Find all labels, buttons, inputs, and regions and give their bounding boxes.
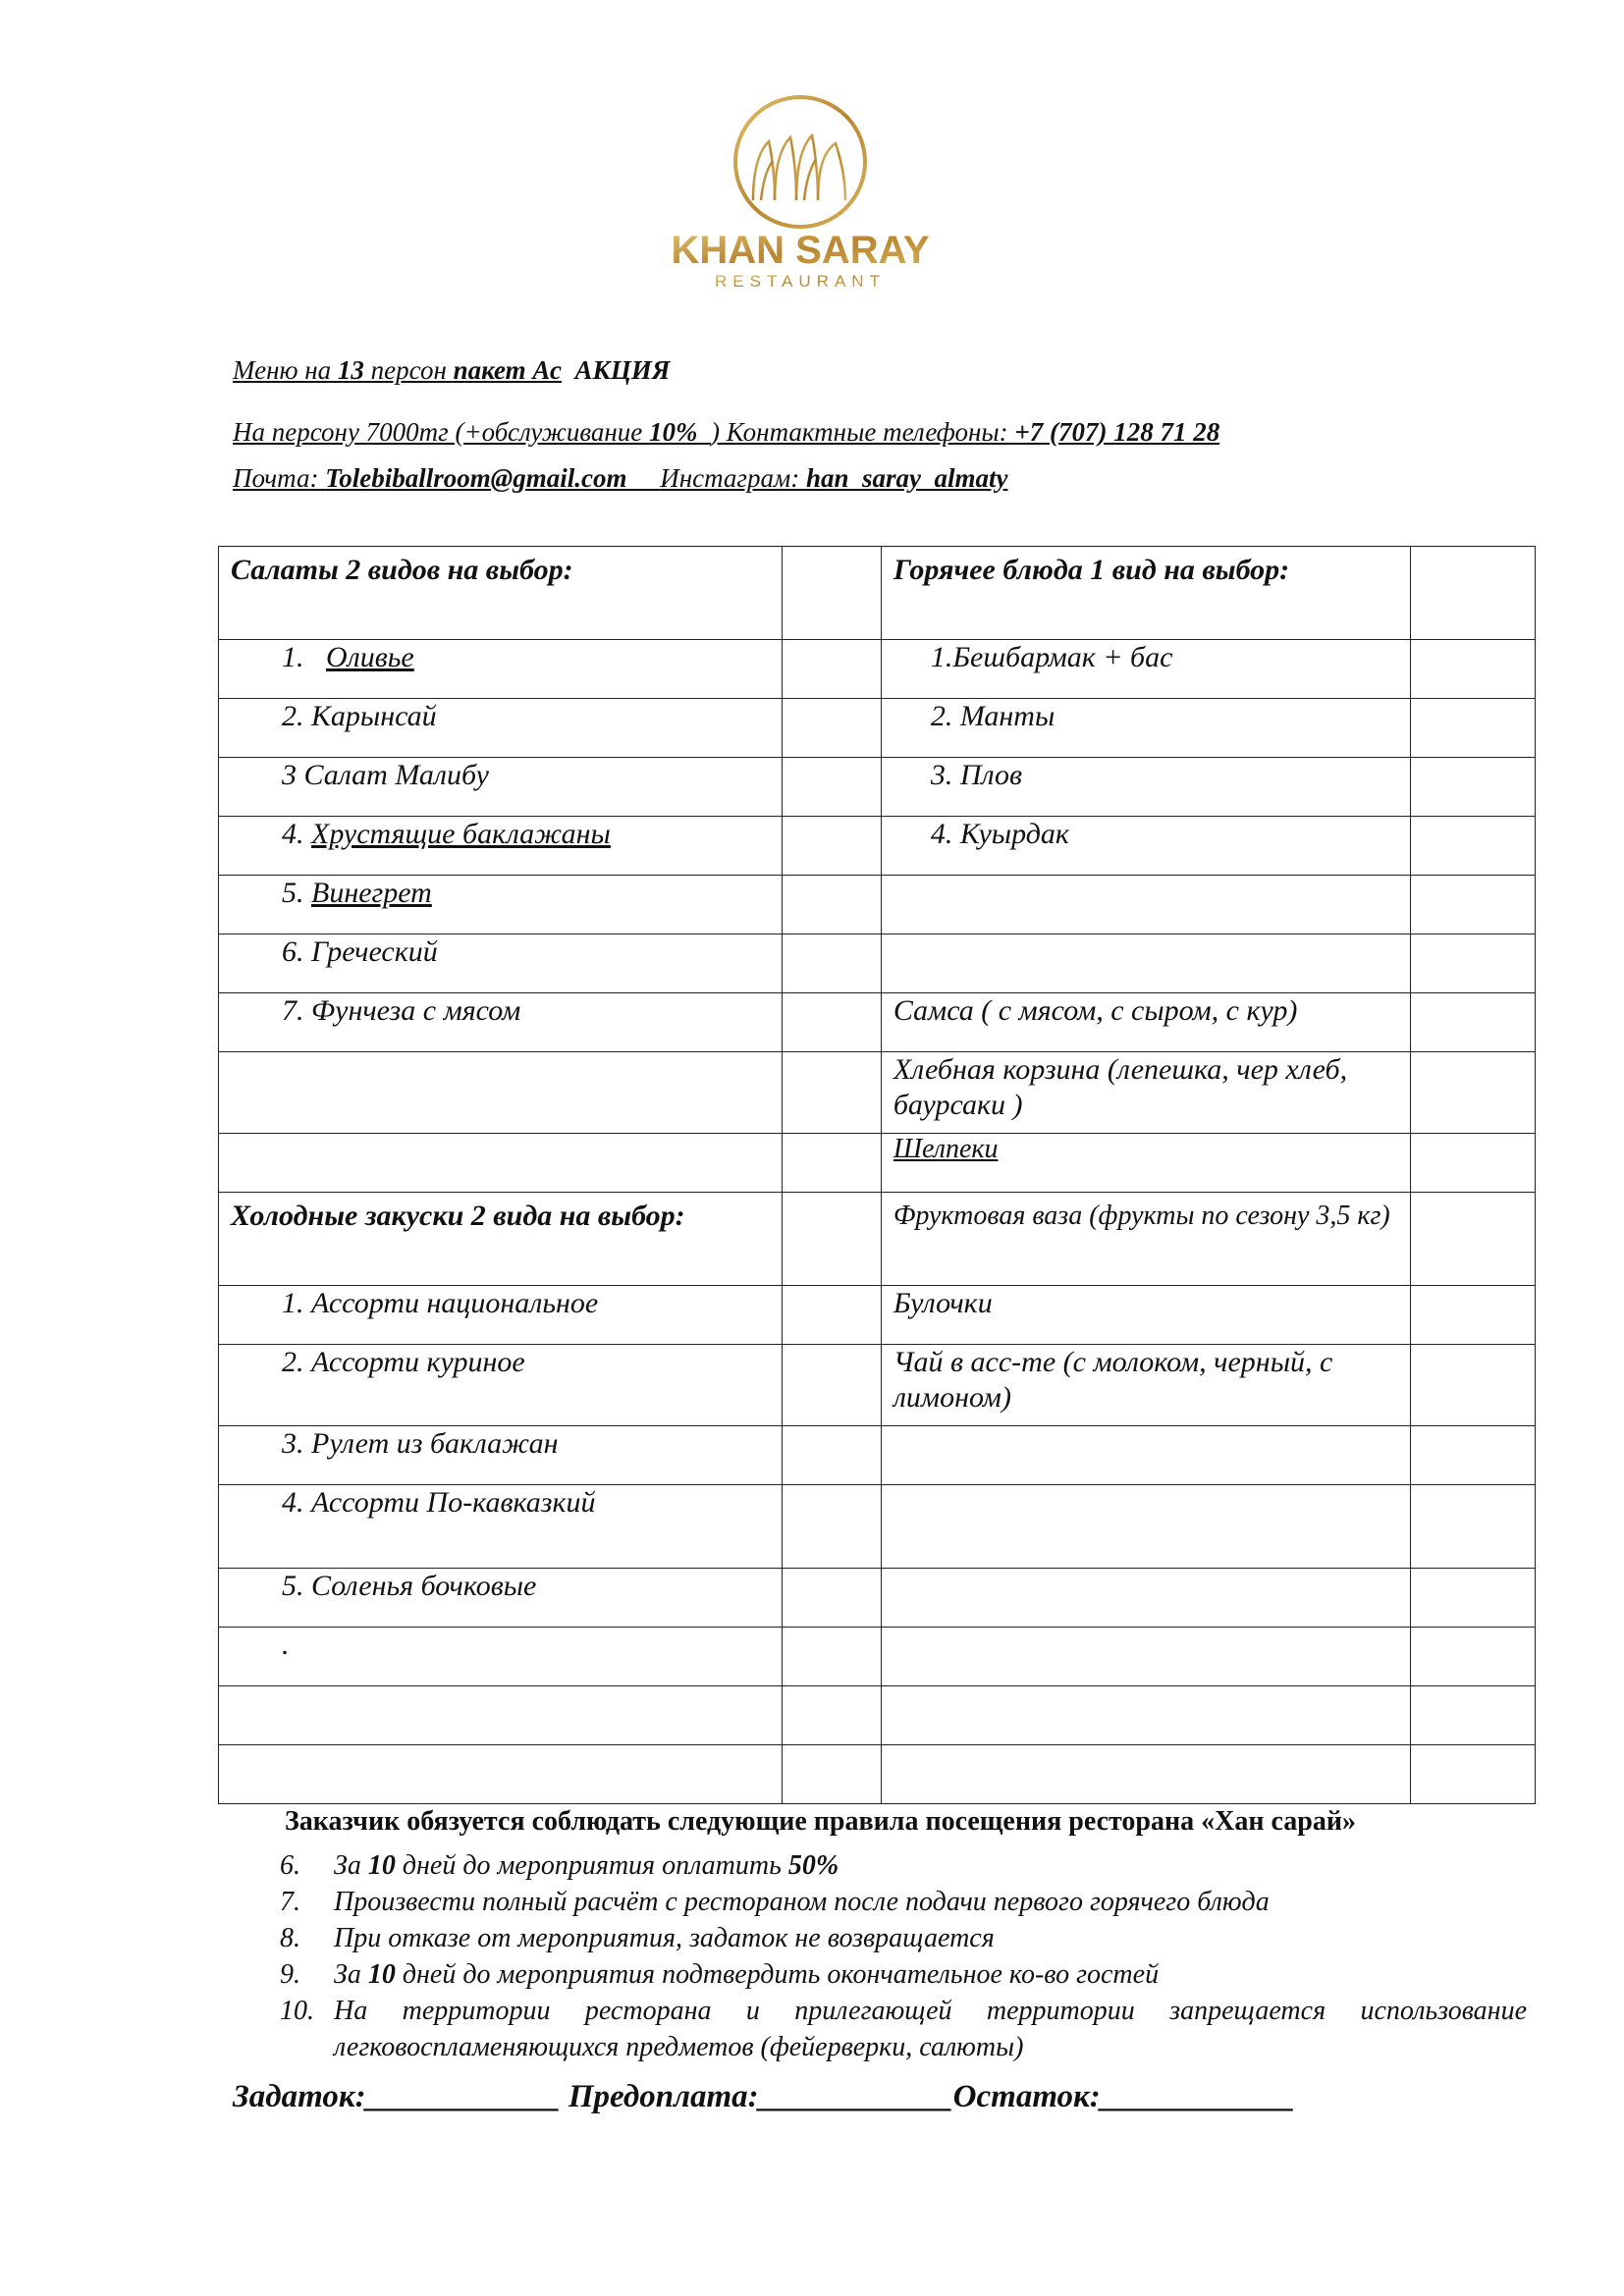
cold-snack-item: 5. Соленья бочковые: [219, 1569, 783, 1628]
payment-footer: [233, 2079, 1295, 2115]
salad-item: [219, 817, 783, 876]
salad-item: [219, 640, 783, 699]
table-row: [219, 1745, 1536, 1804]
empty-cell: [783, 934, 881, 993]
rule-item: [280, 1847, 1527, 1884]
hot-item: 2. Манты: [881, 699, 1410, 758]
hot-dishes-heading: Горячее блюда 1 вид на выбор:: [881, 547, 1410, 640]
khan-saray-logo: [643, 90, 957, 301]
empty-cell: [783, 640, 881, 699]
rule-text: На территории ресторана и прилегающей территории запрещается использование: [334, 1996, 1527, 2026]
cold-snack-item: 4. Ассорти По-кавказкий: [219, 1485, 783, 1569]
rule-percent: 50%: [787, 1850, 839, 1881]
salad-name: Винегрет: [311, 877, 432, 909]
rule-number: 10.: [280, 1996, 314, 2026]
salad-item: [219, 876, 783, 934]
empty-cell: [1411, 1426, 1536, 1485]
table-row: [219, 1628, 1536, 1686]
empty-cell: [783, 817, 881, 876]
phone-number: +7 (707) 128 71 28: [1014, 417, 1220, 447]
rule-text: При отказе от мероприятия, задаток не возвращается: [334, 1923, 995, 1953]
empty-cell: [1411, 1569, 1536, 1628]
empty-cell: [1411, 1745, 1536, 1804]
table-row: [219, 1052, 1536, 1134]
table-row: [219, 1686, 1536, 1745]
hot-item: 3. Плов: [881, 758, 1410, 817]
rule-number: 6.: [280, 1850, 300, 1881]
prepayment-blank: ____________: [758, 2079, 953, 2114]
table-row: [219, 1134, 1536, 1193]
empty-cell: [1411, 758, 1536, 817]
rule-number: 8.: [280, 1923, 300, 1953]
empty-cell: [1411, 1286, 1536, 1345]
empty-cell: [783, 1628, 881, 1686]
tea-item: Чай в асс-те (с молоком, черный, с лимоном): [881, 1345, 1410, 1426]
empty-cell: [783, 1052, 881, 1134]
rules-list: [280, 1847, 1527, 2065]
empty-cell: [881, 1686, 1410, 1745]
empty-cell: [783, 1286, 881, 1345]
phones-label: ) Контактные телефоны:: [711, 417, 1015, 447]
balance-blank: ____________: [1100, 2079, 1295, 2114]
header-line-contacts: [233, 463, 1007, 494]
persons-label: персон: [363, 355, 454, 385]
empty-cell: [219, 1052, 783, 1134]
empty-cell: [1411, 1134, 1536, 1193]
empty-cell: [1411, 640, 1536, 699]
guests-count: 13: [337, 355, 364, 385]
buns-item: Булочки: [881, 1286, 1410, 1345]
header-line-menu: [233, 355, 670, 386]
balance-label: Остаток:: [952, 2079, 1101, 2114]
empty-cell: [1411, 547, 1536, 640]
rule-text: дней до мероприятия оплатить: [395, 1850, 788, 1881]
instagram-handle: han_saray_almaty: [805, 463, 1008, 493]
table-row: [219, 758, 1536, 817]
menu-table: [218, 546, 1536, 1804]
bread-basket-item: Хлебная корзина (лепешка, чер хлеб, баурсаки ): [881, 1052, 1410, 1134]
empty-cell: [783, 1134, 881, 1193]
empty-cell: [1411, 1193, 1536, 1286]
empty-cell: [1411, 876, 1536, 934]
empty-cell: [881, 1569, 1410, 1628]
email-label: Почта:: [233, 463, 326, 493]
cold-snack-item: 3. Рулет из баклажан: [219, 1426, 783, 1485]
rule-text: Произвести полный расчёт с рестораном после подачи первого горячего блюда: [334, 1887, 1270, 1917]
shelpeki-item: Шелпеки: [881, 1134, 1410, 1193]
rule-text: дней до мероприятия подтвердить окончательное ко-во гостей: [395, 1959, 1160, 1990]
empty-cell: [881, 1485, 1410, 1569]
logo-brand: KHAN SARAY: [671, 229, 930, 272]
empty-cell: [783, 1426, 881, 1485]
empty-cell: [881, 1745, 1410, 1804]
prepayment-label: Предоплата:: [568, 2079, 759, 2114]
empty-cell: [1411, 1628, 1536, 1686]
empty-cell: [783, 547, 881, 640]
table-row: [219, 1286, 1536, 1345]
cold-snack-item: 2. Ассорти куриное: [219, 1345, 783, 1426]
table-row: [219, 1193, 1536, 1286]
salad-number: 5.: [282, 877, 311, 909]
table-row: [219, 876, 1536, 934]
salads-heading: Салаты 2 видов на выбор:: [219, 547, 783, 640]
hot-item: 4. Куырдак: [881, 817, 1410, 876]
rule-item: [280, 1956, 1527, 1993]
empty-cell: [783, 876, 881, 934]
deposit-label: Задаток:: [233, 2079, 366, 2114]
samsa-item: Самса ( с мясом, с сыром, с кур): [881, 993, 1410, 1052]
table-row: [219, 934, 1536, 993]
empty-cell: [1411, 1686, 1536, 1745]
fruit-vase-item: Фруктовая ваза (фрукты по сезону 3,5 кг): [881, 1193, 1410, 1286]
empty-cell: [1411, 1485, 1536, 1569]
deposit-blank: ____________: [365, 2079, 561, 2114]
empty-cell: [1411, 1052, 1536, 1134]
empty-cell: [1411, 993, 1536, 1052]
empty-cell: [219, 1686, 783, 1745]
empty-cell: [1411, 1345, 1536, 1426]
empty-cell: [783, 758, 881, 817]
table-row: [219, 1485, 1536, 1569]
table-row: [219, 1569, 1536, 1628]
package-name: пакет Ас: [453, 355, 562, 385]
empty-cell: [1411, 699, 1536, 758]
empty-cell: [783, 1345, 881, 1426]
empty-cell: [783, 1745, 881, 1804]
promo-label: АКЦИЯ: [574, 355, 671, 385]
salad-name: Оливье: [326, 641, 414, 673]
salad-item: 7. Фунчеза с мясом: [219, 993, 783, 1052]
empty-cell: [783, 1569, 881, 1628]
instagram-label: Инстаграм:: [660, 463, 806, 493]
logo-emblem-icon: [643, 90, 957, 301]
rule-text: За: [334, 1850, 368, 1881]
rule-item: [280, 1993, 1527, 2065]
empty-cell: [881, 1426, 1410, 1485]
table-row: [219, 817, 1536, 876]
price-label: На персону 7000тг (+обслуживание: [233, 417, 650, 447]
rule-item: [280, 1884, 1527, 1920]
rule-days: 10: [367, 1850, 396, 1881]
rules-title: Заказчик обязуется соблюдать следующие правила посещения ресторана «Хан сарай»: [285, 1806, 1356, 1837]
table-row: [219, 699, 1536, 758]
menu-for-label: Меню на: [233, 355, 338, 385]
empty-cell: [881, 934, 1410, 993]
rule-number: 9.: [280, 1959, 300, 1990]
empty-cell: [783, 699, 881, 758]
rule-item: [280, 1920, 1527, 1956]
empty-cell: [881, 1628, 1410, 1686]
table-row: [219, 1426, 1536, 1485]
empty-cell: [783, 1485, 881, 1569]
service-percent: 10%: [649, 417, 698, 447]
salad-name: Хрустящие баклажаны: [311, 818, 611, 850]
empty-cell: [783, 1686, 881, 1745]
empty-cell: [783, 993, 881, 1052]
salad-item: 2. Карынсай: [219, 699, 783, 758]
email-address: Tolebiballroom@gmail.com: [325, 463, 627, 493]
cold-snacks-heading: Холодные закуски 2 вида на выбор:: [219, 1193, 783, 1286]
hot-item: 1.Бешбармак + бас: [881, 640, 1410, 699]
logo-subtitle: RESTAURANT: [715, 272, 886, 291]
rule-text: легковоспламеняющихся предметов (фейерверки, салюты): [334, 2032, 1024, 2062]
rule-days: 10: [367, 1959, 396, 1990]
rule-text: За: [334, 1959, 368, 1990]
empty-cell: [881, 876, 1410, 934]
table-row: [219, 547, 1536, 640]
table-row: [219, 1345, 1536, 1426]
empty-cell: [1411, 934, 1536, 993]
dot-cell: .: [219, 1628, 783, 1686]
empty-cell: [219, 1134, 783, 1193]
empty-cell: [1411, 817, 1536, 876]
rule-number: 7.: [280, 1887, 300, 1917]
salad-item: 6. Греческий: [219, 934, 783, 993]
salad-number: 4.: [282, 818, 311, 850]
table-row: [219, 993, 1536, 1052]
cold-snack-item: 1. Ассорти национальное: [219, 1286, 783, 1345]
header-line-price: [233, 417, 1219, 448]
salad-number: 1.: [282, 641, 304, 673]
table-row: [219, 640, 1536, 699]
salad-item: 3 Салат Малибу: [219, 758, 783, 817]
empty-cell: [783, 1193, 881, 1286]
empty-cell: [219, 1745, 783, 1804]
